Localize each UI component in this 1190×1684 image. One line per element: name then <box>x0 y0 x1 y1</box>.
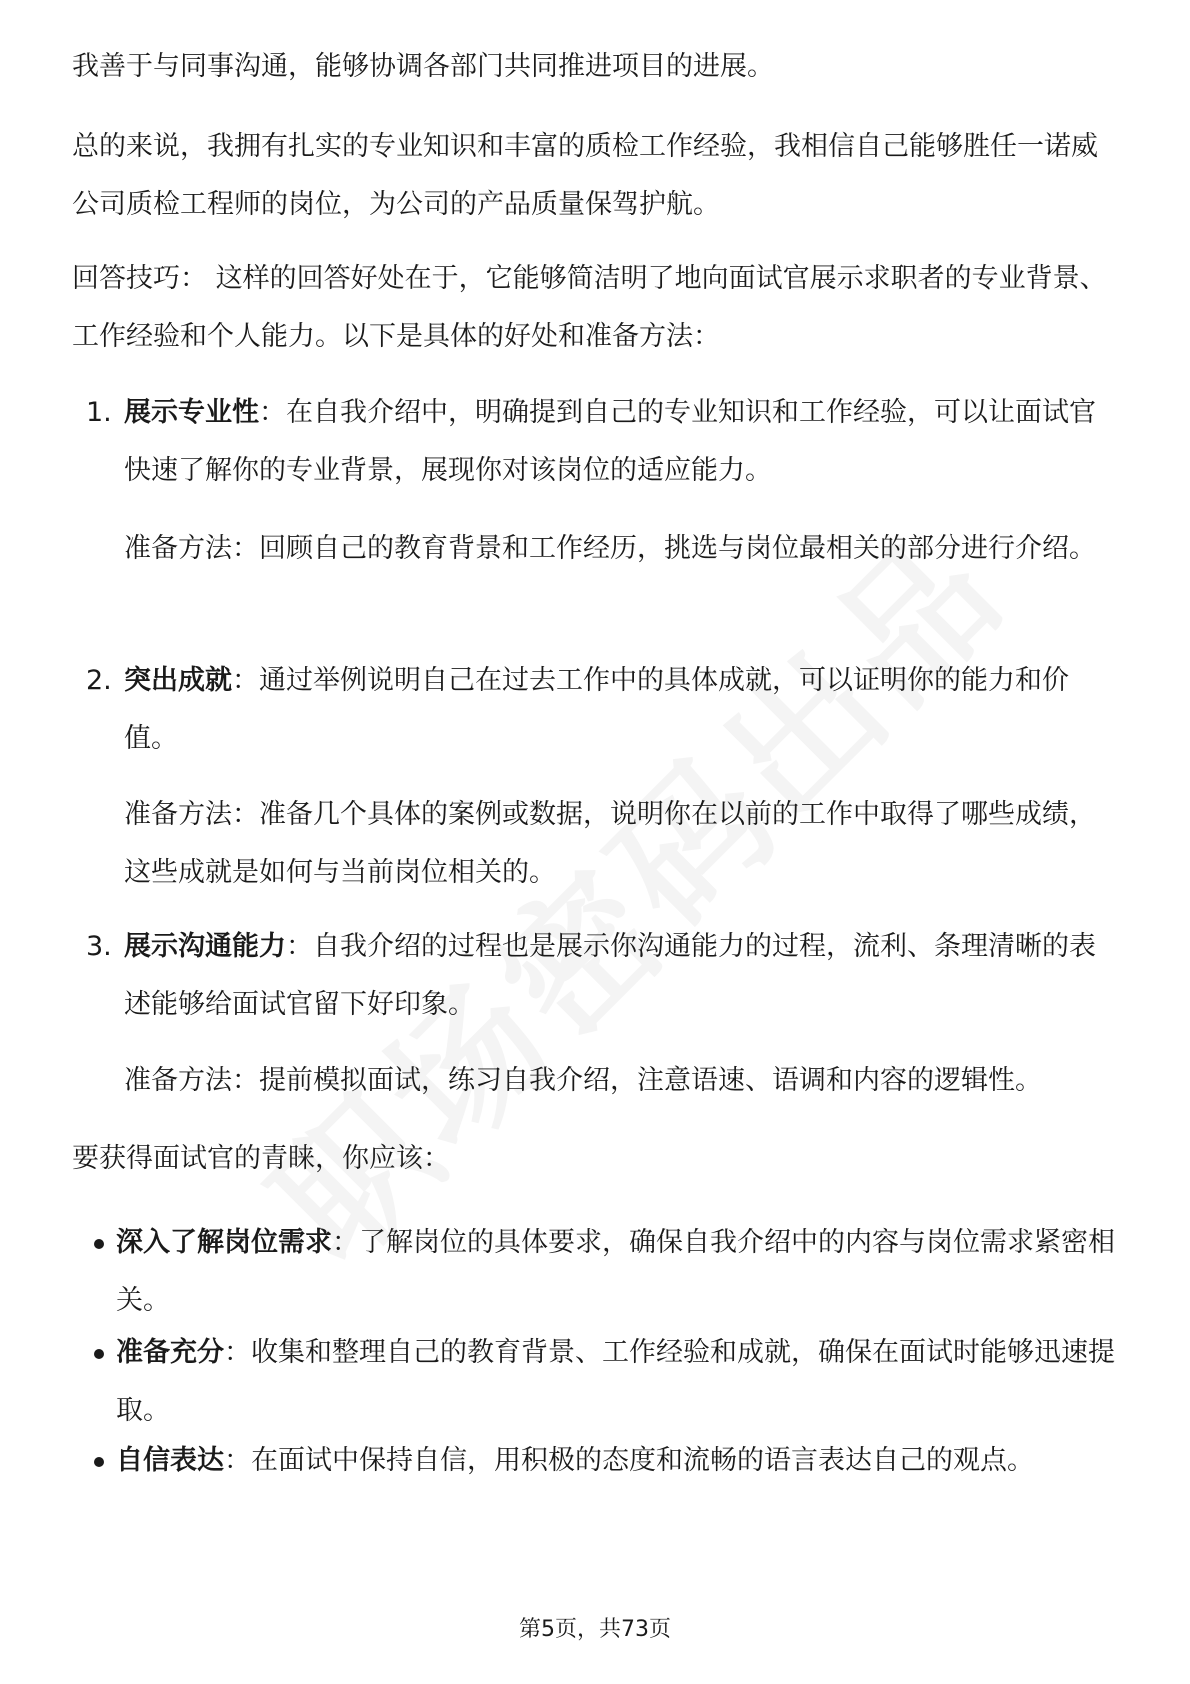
item-text: ：通过举例说明自己在过去工作中的具体成就，可以证明你的能力和价值。 <box>124 665 1069 754</box>
item-text: ：自我介绍的过程也是展示你沟通能力的过程，流利、条理清晰的表述能够给面试官留下好印象。 <box>124 931 1096 1020</box>
bullet-body <box>116 1324 1116 1440</box>
item-number: 1. <box>86 397 112 428</box>
bullet-title: 准备充分 <box>116 1337 224 1368</box>
bullet-title: 自信表达 <box>116 1445 224 1476</box>
intro-paragraph-1: 我善于与同事沟通，能够协调各部门共同推进项目的进展。 <box>72 51 774 82</box>
item-title: 突出成就 <box>124 665 232 696</box>
item-prep: 准备方法：回顾自己的教育背景和工作经历，挑选与岗位最相关的部分进行介绍。 <box>124 533 1096 564</box>
bullet-dot <box>94 1349 104 1359</box>
item-prep: 准备方法：准备几个具体的案例或数据，说明你在以前的工作中取得了哪些成绩，这些成就是如何与当前岗位相关的。 <box>124 799 1096 888</box>
bullet-text: ：了解岗位的具体要求，确保自我介绍中的内容与岗位需求紧密相关。 <box>116 1227 1115 1316</box>
bullet-dot <box>94 1239 104 1249</box>
item-body <box>124 918 1114 1034</box>
item-body <box>124 652 1114 768</box>
tips-intro-paragraph: 回答技巧： 这样的回答好处在于，它能够简洁明了地向面试官展示求职者的专业背景、工作经验和个人能力。以下是具体的好处和准备方法： <box>72 263 1107 352</box>
item-title: 展示沟通能力 <box>124 931 286 962</box>
item-number: 3. <box>86 931 112 962</box>
bullet-text: ：在面试中保持自信，用积极的态度和流畅的语言表达自己的观点。 <box>224 1445 1034 1476</box>
item-text: ：在自我介绍中，明确提到自己的专业知识和工作经验，可以让面试官快速了解你的专业背景，展现你对该岗位的适应能力。 <box>124 397 1096 486</box>
item-title: 展示专业性 <box>124 397 259 428</box>
bullet-title: 深入了解岗位需求 <box>116 1227 332 1258</box>
item-body <box>124 384 1114 500</box>
bullet-body <box>116 1214 1116 1330</box>
intro-paragraph-2: 总的来说，我拥有扎实的专业知识和丰富的质检工作经验，我相信自己能够胜任一诺威公司质检工程师的岗位，为公司的产品质量保驾护航。 <box>72 131 1098 220</box>
item-prep: 准备方法：提前模拟面试，练习自我介绍，注意语速、语调和内容的逻辑性。 <box>124 1065 1042 1096</box>
page-number-footer: 第5页，共73页 <box>519 1617 671 1642</box>
should-intro-paragraph: 要获得面试官的青睐，你应该： <box>72 1143 450 1174</box>
bullet-dot <box>94 1457 104 1467</box>
bullet-text: ：收集和整理自己的教育背景、工作经验和成就，确保在面试时能够迅速提取。 <box>116 1337 1115 1426</box>
bullet-body <box>116 1432 1116 1490</box>
item-number: 2. <box>86 665 112 696</box>
